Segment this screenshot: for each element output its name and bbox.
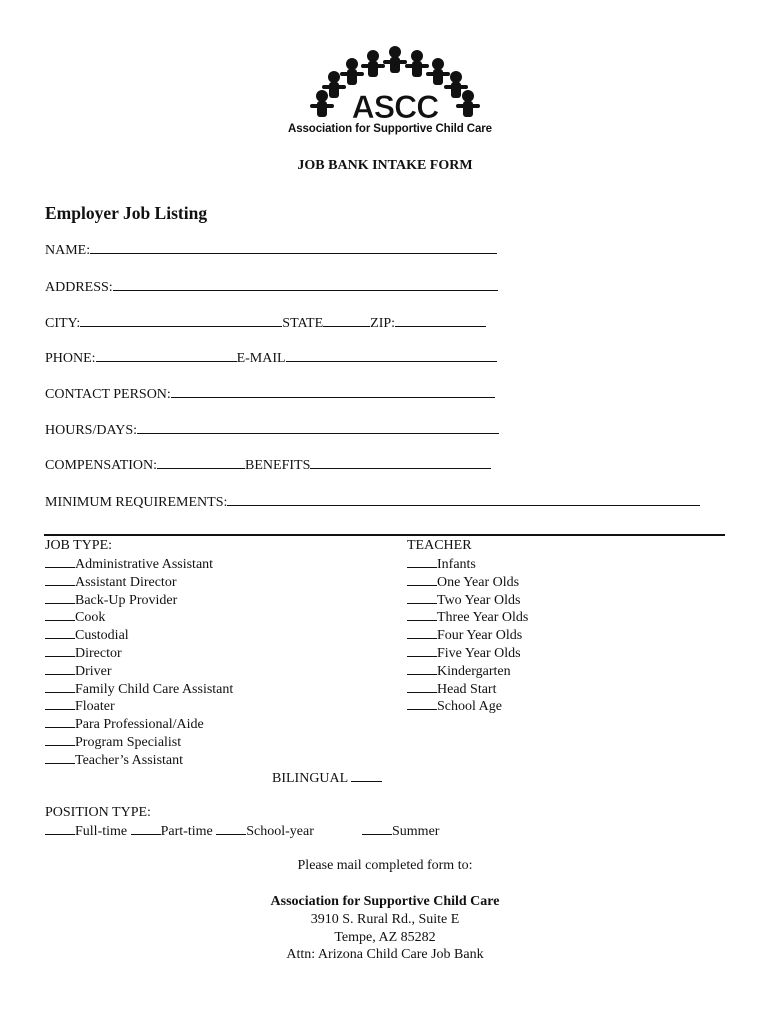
job-type-checkbox-blank[interactable] — [45, 751, 75, 764]
phone-line[interactable] — [96, 349, 237, 362]
job-type-checkbox-blank[interactable] — [45, 680, 75, 693]
job-type-option-label: Cook — [75, 610, 106, 626]
contact-person-label: CONTACT PERSON: — [45, 387, 171, 402]
mail-org: Association for Supportive Child Care — [270, 894, 500, 909]
teacher-option-label: Infants — [437, 557, 476, 572]
teacher-option-label: One Year Olds — [437, 574, 520, 590]
job-type-checkbox-blank[interactable] — [45, 555, 75, 568]
compensation-benefits-field[interactable] — [45, 456, 491, 474]
job-type-checkbox-blank[interactable] — [45, 715, 75, 728]
minimum-requirements-field[interactable] — [45, 493, 700, 511]
form-title: JOB BANK INTAKE FORM — [297, 158, 473, 173]
minimum-requirements-line[interactable] — [227, 493, 700, 506]
part-time-blank[interactable] — [131, 822, 161, 835]
logo-abbr: ASCC — [351, 89, 439, 125]
job-type-option-label: Administrative Assistant — [75, 557, 214, 572]
school-year-label: School-year — [246, 824, 314, 839]
benefits-line[interactable] — [310, 456, 491, 469]
job-type-option-label: Assistant Director — [75, 574, 177, 590]
teacher-option[interactable] — [407, 680, 496, 699]
job-type-option-label: Program Specialist — [75, 735, 182, 750]
address-line[interactable] — [113, 278, 498, 291]
city-state-zip-field[interactable] — [45, 314, 486, 332]
teacher-option-label: Kindergarten — [437, 663, 511, 679]
zip-line[interactable] — [395, 314, 486, 327]
teacher-option[interactable] — [407, 626, 522, 645]
job-type-option[interactable] — [45, 573, 176, 592]
mail-instruction: Please mail completed form to: — [297, 858, 473, 873]
city-line[interactable] — [80, 314, 282, 327]
contact-person-line[interactable] — [171, 385, 495, 398]
summer-label: Summer — [392, 824, 440, 839]
job-type-option-label: Floater — [75, 699, 115, 715]
job-type-option-label: Director — [75, 646, 122, 661]
job-type-option[interactable] — [45, 715, 204, 734]
address-label: ADDRESS: — [45, 280, 113, 295]
summer-blank[interactable] — [362, 822, 392, 835]
teacher-option-label: Head Start — [437, 681, 497, 697]
job-type-option[interactable] — [45, 751, 183, 770]
job-type-option-label: Back-Up Provider — [75, 592, 178, 608]
teacher-checkbox-blank[interactable] — [407, 697, 437, 710]
position-type-title: POSITION TYPE: — [45, 805, 151, 820]
teacher-option-label: Four Year Olds — [437, 628, 523, 644]
minimum-requirements-label: MINIMUM REQUIREMENTS: — [45, 495, 228, 510]
teacher-checkbox-blank[interactable] — [407, 591, 437, 604]
teacher-checkbox-blank[interactable] — [407, 608, 437, 621]
job-type-option-label: Para Professional/Aide — [75, 717, 204, 733]
teacher-checkbox-blank[interactable] — [407, 573, 437, 586]
bilingual-blank[interactable] — [351, 769, 382, 782]
job-type-option[interactable] — [45, 644, 122, 663]
teacher-option-label: Two Year Olds — [437, 592, 521, 608]
mail-attn: Attn: Arizona Child Care Job Bank — [286, 947, 484, 962]
compensation-label: COMPENSATION: — [45, 458, 158, 473]
position-type-options — [45, 822, 314, 841]
teacher-checkbox-blank[interactable] — [407, 555, 437, 568]
teacher-option[interactable] — [407, 555, 476, 574]
job-type-option[interactable] — [45, 697, 115, 716]
job-type-checkbox-blank[interactable] — [45, 591, 75, 604]
phone-label: PHONE: — [45, 351, 96, 366]
job-type-option[interactable] — [45, 555, 213, 574]
hours-days-line[interactable] — [137, 421, 499, 434]
part-time-label: Part-time — [160, 824, 213, 839]
job-type-option-label: Driver — [75, 663, 112, 679]
zip-label: ZIP: — [370, 316, 396, 331]
job-type-title: JOB TYPE: — [45, 538, 113, 553]
section-divider — [44, 534, 725, 536]
job-type-checkbox-blank[interactable] — [45, 697, 75, 710]
teacher-option[interactable] — [407, 591, 520, 610]
name-label: NAME: — [45, 243, 91, 258]
mail-city: Tempe, AZ 85282 — [334, 930, 436, 945]
phone-email-field[interactable] — [45, 349, 497, 367]
hours-days-label: HOURS/DAYS: — [45, 423, 138, 438]
job-type-checkbox-blank[interactable] — [45, 573, 75, 586]
email-label: E-MAIL — [236, 351, 286, 366]
school-year-blank[interactable] — [216, 822, 246, 835]
job-type-option[interactable] — [45, 608, 105, 627]
job-type-checkbox-blank[interactable] — [45, 644, 75, 657]
job-type-checkbox-blank[interactable] — [45, 608, 75, 621]
teacher-checkbox-blank[interactable] — [407, 626, 437, 639]
teacher-option-label: Three Year Olds — [437, 610, 529, 626]
name-field[interactable] — [45, 241, 497, 259]
teacher-checkbox-blank[interactable] — [407, 644, 437, 657]
job-type-checkbox-blank[interactable] — [45, 662, 75, 675]
full-time-label: Full-time — [75, 824, 128, 839]
logo-org-name: Association for Supportive Child Care — [288, 123, 492, 135]
teacher-option[interactable] — [407, 662, 511, 681]
job-type-checkbox-blank[interactable] — [45, 733, 75, 746]
bilingual-label: BILINGUAL — [272, 771, 348, 786]
address-field[interactable] — [45, 278, 498, 296]
job-type-option[interactable] — [45, 662, 112, 681]
job-type-option-label: Custodial — [75, 628, 129, 644]
job-type-option[interactable] — [45, 591, 177, 610]
state-line[interactable] — [323, 314, 370, 327]
teacher-option[interactable] — [407, 573, 519, 592]
teacher-checkbox-blank[interactable] — [407, 662, 437, 675]
full-time-blank[interactable] — [45, 822, 75, 835]
job-type-option[interactable] — [45, 680, 233, 699]
email-line[interactable] — [286, 349, 497, 362]
bilingual-field[interactable] — [272, 769, 382, 788]
benefits-label: BENEFITS — [245, 458, 311, 473]
job-type-option[interactable] — [45, 626, 129, 645]
contact-person-field[interactable] — [45, 385, 495, 403]
teacher-checkbox-blank[interactable] — [407, 680, 437, 693]
teacher-option[interactable] — [407, 644, 521, 663]
summer-option — [362, 822, 439, 841]
name-line[interactable] — [90, 241, 497, 254]
teacher-option-label: Five Year Olds — [437, 646, 521, 661]
state-label: STATE — [282, 316, 324, 331]
job-type-option[interactable] — [45, 733, 181, 752]
job-type-checkbox-blank[interactable] — [45, 626, 75, 639]
teacher-option-label: School Age — [437, 699, 502, 715]
teacher-option[interactable] — [407, 697, 502, 716]
city-label: CITY: — [45, 316, 81, 331]
hours-days-field[interactable] — [45, 421, 499, 439]
page-heading: Employer Job Listing — [45, 203, 208, 223]
job-type-option-label: Family Child Care Assistant — [75, 681, 234, 697]
teacher-option[interactable] — [407, 608, 528, 627]
compensation-line[interactable] — [157, 456, 245, 469]
job-type-option-label: Teacher’s Assistant — [75, 752, 184, 768]
mail-street: 3910 S. Rural Rd., Suite E — [310, 912, 460, 927]
teacher-title: TEACHER — [407, 538, 472, 553]
